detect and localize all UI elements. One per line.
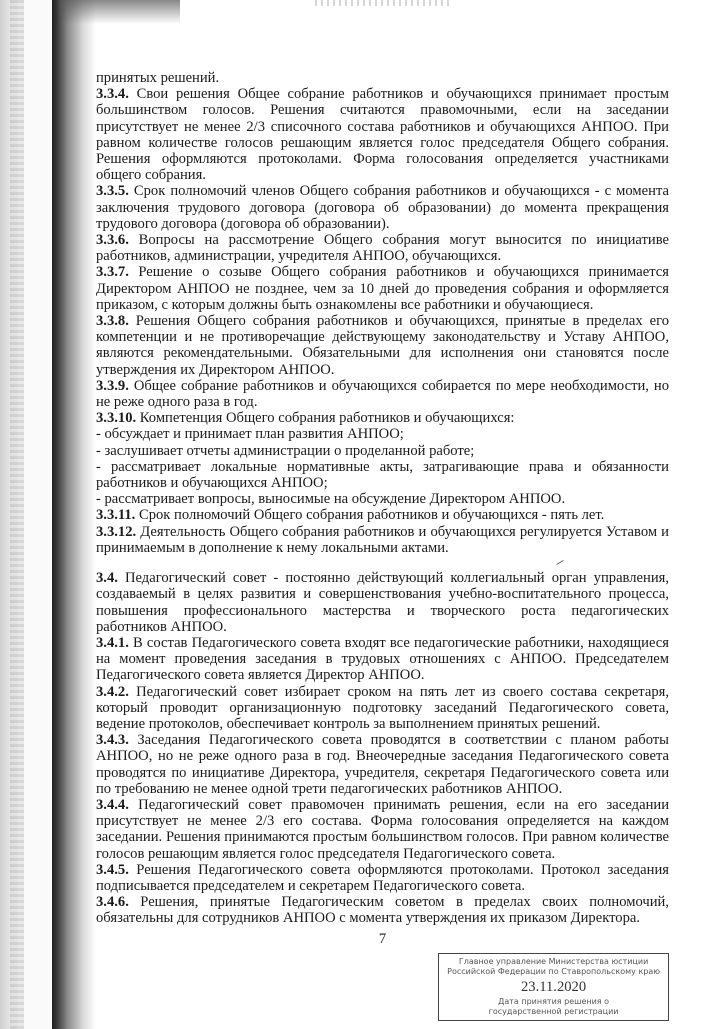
clause-number: 3.4. — [96, 570, 118, 587]
clause-number: 3.4.5. — [96, 861, 129, 878]
clause-text: В состав Педагогического совета входят все педагогические работники, находящиеся на момент проведения заседания в трудовых отношениях с АНПОО. Председателем Педагогического совета является Директор АНПОО. — [96, 634, 669, 684]
clause-text: Решения, принятые Педагогическим советом в пределах своих полномочий, обязательны для сотрудников АНПОО с момента утверждения их приказом Директора. — [96, 894, 669, 927]
paragraph-3-4-4 — [96, 797, 669, 862]
paragraph-3-3-9 — [96, 378, 669, 410]
clause-text: - обсуждает и принимает план развития АНПОО; — [96, 426, 404, 443]
clause-text: - рассматривает вопросы, выносимые на обсуждение Директором АНПОО. — [96, 491, 566, 508]
clause-text: Срок полномочий Общего собрания работников и обучающихся - пять лет. — [135, 507, 605, 524]
clause-text: Решения Общего собрания работников и обучающихся, принятые в пределах его компетенции и не противоречащие действующему законодательству и Уставу АНПОО, являются рекомендательными. Обязательными для исполнения они становятся после утверждения их Директором АНПОО. — [96, 313, 669, 378]
clause-text: - заслушивает отчеты администрации о проделанной работе; — [96, 442, 475, 459]
stamp-row — [96, 953, 669, 1021]
clause-number: 3.3.6. — [96, 232, 129, 249]
paragraph-3-3-11 — [96, 507, 669, 523]
clause-text: Деятельность Общего собрания работников и обучающихся регулируется Уставом и принимаемым в дополнение к нему локальными актами. — [96, 523, 669, 556]
paragraph-3-3-4 — [96, 86, 669, 183]
paragraph-cont — [96, 70, 669, 86]
document-page — [96, 70, 669, 1021]
section-general-meeting — [96, 70, 669, 556]
paragraph-gap — [96, 556, 669, 570]
paragraph-3-3-10 — [96, 410, 669, 426]
clause-number: 3.3.5. — [96, 183, 129, 200]
paragraph-b4 — [96, 491, 669, 507]
clause-number: 3.4.2. — [96, 683, 129, 700]
section-pedagogical-council — [96, 570, 669, 926]
paragraph-3-4-6 — [96, 894, 669, 926]
clause-text: Педагогический совет - постоянно действующий коллегиальный орган управления, создаваемый в целях развития и совершенствования учебно-воспитательного процесса, повышения профессионального мастерства и творческого роста педагогических работников АНПОО. — [96, 570, 669, 635]
scan-margin — [24, 0, 52, 1029]
paragraph-b3 — [96, 459, 669, 491]
registration-stamp — [438, 953, 669, 1021]
clause-text: Свои решения Общее собрание работников и обучающихся принимает простым большинством голосов. Решения считаются правомочными, если на заседании присутствует не менее 2/3 списочного состава работников и обучающихся АНПОО. При равном количестве голосов решающим является голос председателя Общего собрания. Решения оформляются протоколами. Форма голосования определяется участниками общего собрания. — [96, 86, 669, 184]
stamp-region-line: Российской Федерации по Ставропольскому краю — [447, 966, 660, 976]
clause-text: Заседания Педагогического совета проводятся в соответствии с планом работы АНПОО, но не реже одного раза в год. Внеочередные заседания Педагогического совета проводятся по инициативе Директора, учредителя, секретаря Педагогического совета или по требованию не менее одной трети педагогических работников АНПОО. — [96, 732, 669, 797]
scan-artifact-strip — [10, 0, 24, 1029]
clause-number: 3.3.7. — [96, 264, 129, 281]
page-number: 7 — [378, 930, 387, 947]
top-speckle — [315, 0, 450, 6]
clause-number: 3.4.3. — [96, 732, 129, 749]
paragraph-3-3-8 — [96, 313, 669, 378]
clause-text: - рассматривает локальные нормативные акты, затрагивающие права и обязанности работников и обучающихся АНПОО; — [96, 458, 669, 492]
clause-text: Общее собрание работников и обучающихся собирается по мере необходимости, но не реже одного раза в год. — [96, 377, 669, 411]
paragraph-3-3-7 — [96, 264, 669, 313]
paragraph-3-4-5 — [96, 862, 669, 894]
top-shadow — [60, 0, 180, 24]
clause-number: 3.3.11. — [96, 507, 136, 524]
paragraph-b1 — [96, 426, 669, 442]
clause-number: 3.3.4. — [96, 86, 129, 103]
clause-text: Педагогический совет избирает сроком на пять лет из своего состава секретаря, который проводит организационную подготовку заседаний Педагогического совета, ведение протоколов, обеспечивает контроль за выполнением принятых решений. — [96, 683, 669, 732]
paragraph-b2 — [96, 443, 669, 459]
paragraph-3-3-12 — [96, 524, 669, 556]
clause-text: Педагогический совет правомочен принимать решения, если на его заседании присутствует не менее 2/3 его состава. Форма голосования определяется на каждом заседании. Решения принимаются простым большинством голосов. При равном количестве голосов решающим является голос председателя Педагогического совета. — [96, 796, 669, 862]
clause-number: 3.3.8. — [96, 313, 129, 330]
clause-number: 3.4.1. — [96, 634, 129, 651]
stamp-authority-line: Главное управление Министерства юстиции — [458, 956, 649, 966]
clause-text: Срок полномочий членов Общего собрания работников и обучающихся - с момента заключения трудового договора (договора об образовании) до момента прекращения трудового договора (договора об образовании). — [96, 183, 669, 232]
stamp-decision-line: Дата принятия решения о — [498, 996, 610, 1006]
clause-text: Решения Педагогического совета оформляются протоколами. Протокол заседания подписывается председателем и секретарем Педагогического совета. — [96, 861, 669, 894]
paragraph-3-4 — [96, 570, 669, 635]
paragraph-3-3-6 — [96, 232, 669, 264]
clause-number: 3.3.12. — [96, 523, 137, 540]
stamp-registration-line: государственной регистрации — [488, 1006, 619, 1016]
paragraph-3-4-3 — [96, 732, 669, 797]
clause-number: 3.4.6. — [96, 894, 129, 911]
binding-shadow — [52, 0, 96, 1029]
clause-text: Решение о созыве Общего собрания работников и обучающихся принимается Директором АНПОО не позднее, чем за 10 дней до проведения собрания и оформляется приказом, с которым должны быть ознакомлены все работники и обучающиеся. — [96, 264, 669, 313]
clause-number: 3.3.9. — [96, 377, 129, 394]
paragraph-3-4-1 — [96, 635, 669, 684]
stamp-date: 23.11.2020 — [521, 978, 587, 995]
clause-text: Компетенция Общего собрания работников и обучающихся: — [136, 410, 515, 427]
clause-text: принятых решений. — [96, 70, 220, 86]
clause-text: Вопросы на рассмотрение Общего собрания могут выносится по инициативе работников, администрации, учредителя АНПОО, обучающихся. — [96, 232, 669, 265]
paragraph-3-4-2 — [96, 684, 669, 733]
paragraph-3-3-5 — [96, 183, 669, 232]
clause-number: 3.4.4. — [96, 796, 129, 813]
clause-number: 3.3.10. — [96, 410, 137, 427]
